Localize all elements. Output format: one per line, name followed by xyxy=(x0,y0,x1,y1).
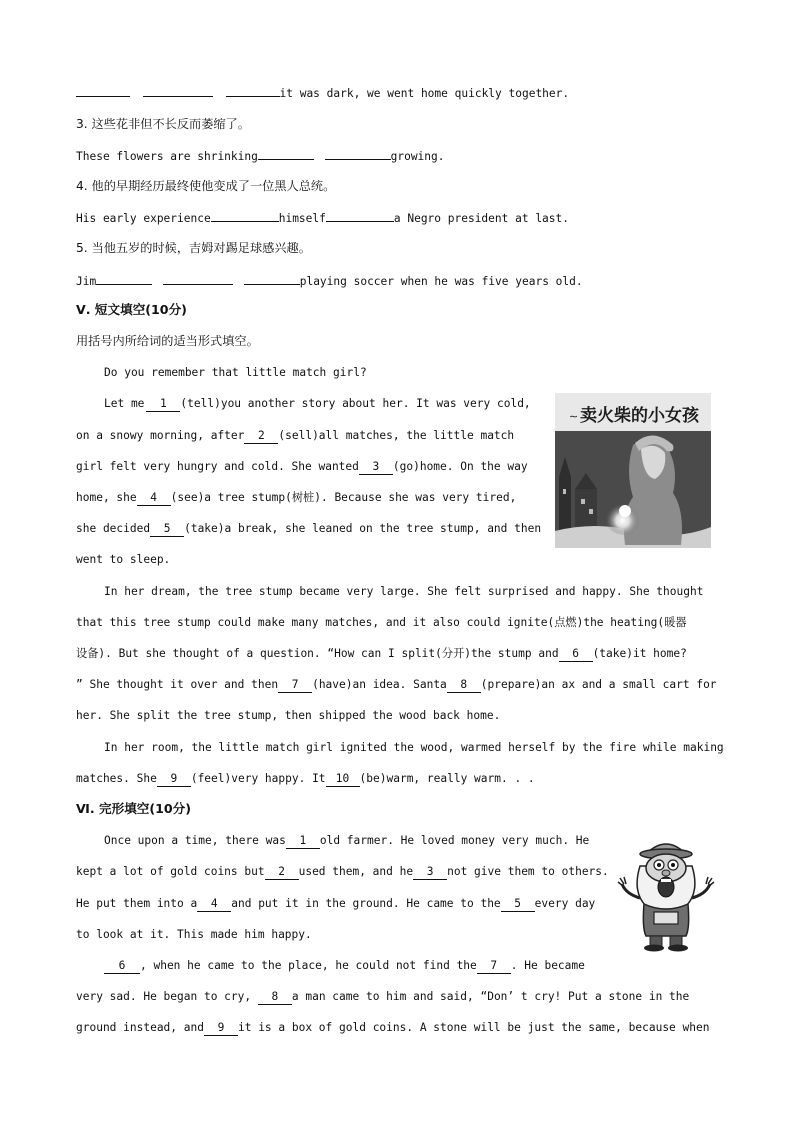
passage-v-line-12: In her room, the little match girl ignited the wood, warmed herself by the fire while making xyxy=(104,741,724,754)
answer-blank[interactable]: 4 xyxy=(137,491,171,506)
text: . He became xyxy=(510,959,585,972)
passage-v-line-5 xyxy=(76,521,541,537)
item4-english xyxy=(76,209,569,227)
passage-v-line-9 xyxy=(76,646,687,662)
answer-blank[interactable]: 4 xyxy=(197,897,231,912)
answer-blank[interactable]: 10 xyxy=(326,772,360,787)
answer-blank[interactable] xyxy=(211,209,279,222)
answer-blank[interactable] xyxy=(96,272,152,285)
item4-text-c: a Negro president at last. xyxy=(393,212,569,225)
section-vi-title: Ⅵ. 完形填空(10分) xyxy=(76,801,192,816)
section-v-instruction: 用括号内所给词的适当形式填空。 xyxy=(76,334,259,348)
item5-text-b: playing soccer when he was five years old. xyxy=(299,275,583,288)
passage-v-line-8: that this tree stump could make many matches, and it also could ignite(点燃)the heating(暖器 xyxy=(76,616,687,629)
answer-blank[interactable] xyxy=(258,147,314,160)
answer-blank[interactable]: 2 xyxy=(244,429,278,444)
passage-v-line-3 xyxy=(76,459,528,475)
answer-blank[interactable] xyxy=(325,147,391,160)
answer-blank[interactable] xyxy=(326,209,394,222)
illustration-squiggle: ∼ xyxy=(569,410,579,423)
text: it is a box of gold coins. A stone will be just the same, because when xyxy=(237,1021,710,1034)
passage-vi-line-2 xyxy=(76,864,609,880)
text: (tell)you another story about her. It was very cold, xyxy=(180,397,531,410)
answer-blank[interactable]: 3 xyxy=(413,865,447,880)
answer-blank[interactable]: 1 xyxy=(286,834,320,849)
answer-blank[interactable]: 8 xyxy=(258,990,292,1005)
match-girl-illustration xyxy=(555,393,711,548)
item3-english xyxy=(76,147,445,165)
item3-text-b: growing. xyxy=(390,150,445,163)
passage-vi-line-5 xyxy=(104,958,585,974)
item5-text-a: Jim xyxy=(76,275,97,288)
answer-blank[interactable]: 9 xyxy=(204,1021,238,1036)
answer-blank[interactable]: 7 xyxy=(278,678,312,693)
answer-blank[interactable]: 5 xyxy=(150,522,184,537)
item4-chinese: 4. 他的早期经历最终使他变成了一位黑人总统。 xyxy=(76,179,336,193)
answer-blank[interactable]: 6 xyxy=(104,959,140,974)
text: on a snowy morning, after xyxy=(76,429,245,442)
passage-vi-line-4: to look at it. This made him happy. xyxy=(76,928,312,941)
text: used them, and he xyxy=(298,865,414,878)
answer-blank[interactable] xyxy=(76,84,130,97)
answer-blank[interactable]: 7 xyxy=(477,959,511,974)
answer-blank[interactable]: 6 xyxy=(559,647,593,662)
text: a man came to him and said, “Don’ t cry! Put a stone in the xyxy=(291,990,690,1003)
passage-v-line-4 xyxy=(76,490,516,506)
text: , when he came to the place, he could not find the xyxy=(140,959,477,972)
text: old farmer. He loved money very much. He xyxy=(319,834,590,847)
item2-line xyxy=(76,84,569,102)
answer-blank[interactable]: 9 xyxy=(157,772,191,787)
item4-text-b: himself xyxy=(278,212,326,225)
text: (take)it home? xyxy=(592,647,687,660)
text: and put it in the ground. He came to the xyxy=(231,897,501,910)
text: (feel)very happy. It xyxy=(190,772,326,785)
answer-blank[interactable] xyxy=(226,84,280,97)
text: (take)a break, she leaned on the tree stump, and then xyxy=(184,522,542,535)
text: Once upon a time, there was xyxy=(104,834,286,847)
passage-vi-line-6 xyxy=(76,989,689,1005)
text: (go)home. On the way xyxy=(392,460,528,473)
text: kept a lot of gold coins but xyxy=(76,865,265,878)
answer-blank[interactable] xyxy=(244,272,300,285)
section-v-title: Ⅴ. 短文填空(10分) xyxy=(76,302,187,317)
text: (see)a tree stump(树桩). Because she was very tired, xyxy=(170,491,517,504)
item2-text: it was dark, we went home quickly together. xyxy=(279,87,570,100)
text: ground instead, and xyxy=(76,1021,204,1034)
answer-blank[interactable] xyxy=(143,84,213,97)
match-girl-illustration-svg xyxy=(555,393,711,548)
text: Let me xyxy=(104,397,145,410)
answer-blank[interactable]: 1 xyxy=(146,397,180,412)
text: He put them into a xyxy=(76,897,198,910)
item4-text-a: His early experience xyxy=(76,212,211,225)
answer-blank[interactable]: 5 xyxy=(501,897,535,912)
passage-v-line-1 xyxy=(104,396,531,412)
passage-vi-line-3 xyxy=(76,896,595,912)
text: very sad. He began to cry, xyxy=(76,990,252,1003)
passage-v-line-7: In her dream, the tree stump became very large. She felt surprised and happy. She thought xyxy=(104,585,704,598)
passage-vi-line-1 xyxy=(104,833,589,849)
illustration-title: 卖火柴的小女孩 xyxy=(580,406,699,426)
text: girl felt very hungry and cold. She wanted xyxy=(76,460,359,473)
text: (have)an idea. Santa xyxy=(312,678,447,691)
text: (sell)all matches, the little match xyxy=(278,429,515,442)
text: 设备). But she thought of a question. “How can I split(分开)the stump and xyxy=(76,647,559,660)
text: every day xyxy=(534,897,596,910)
item5-chinese: 5. 当他五岁的时候，吉姆对踢足球感兴趣。 xyxy=(76,241,311,255)
answer-blank[interactable]: 2 xyxy=(265,865,299,880)
text: home, she xyxy=(76,491,137,504)
item3-text-a: These flowers are shrinking xyxy=(76,150,258,163)
old-farmer-illustration xyxy=(616,832,716,952)
answer-blank[interactable]: 8 xyxy=(447,678,481,693)
passage-v-line-10 xyxy=(76,677,717,693)
text: (prepare)an ax and a small cart for xyxy=(480,678,717,691)
item3-chinese: 3. 这些花非但不长反而萎缩了。 xyxy=(76,117,250,131)
passage-v-line-11: her. She split the tree stump, then shipped the wood back home. xyxy=(76,709,501,722)
text: (be)warm, really warm. . . xyxy=(359,772,535,785)
answer-blank[interactable]: 3 xyxy=(359,460,393,475)
item5-english xyxy=(76,272,583,290)
old-farmer-svg xyxy=(616,832,716,952)
passage-v-line-13 xyxy=(76,771,535,787)
text: matches. She xyxy=(76,772,157,785)
text: ” She thought it over and then xyxy=(76,678,279,691)
text: she decided xyxy=(76,522,151,535)
text: not give them to others. xyxy=(447,865,609,878)
answer-blank[interactable] xyxy=(163,272,233,285)
passage-v-line-2 xyxy=(76,428,514,444)
passage-v-line-0: Do you remember that little match girl? xyxy=(104,366,367,379)
passage-v-line-6: went to sleep. xyxy=(76,553,171,566)
passage-vi-line-7 xyxy=(76,1020,709,1036)
